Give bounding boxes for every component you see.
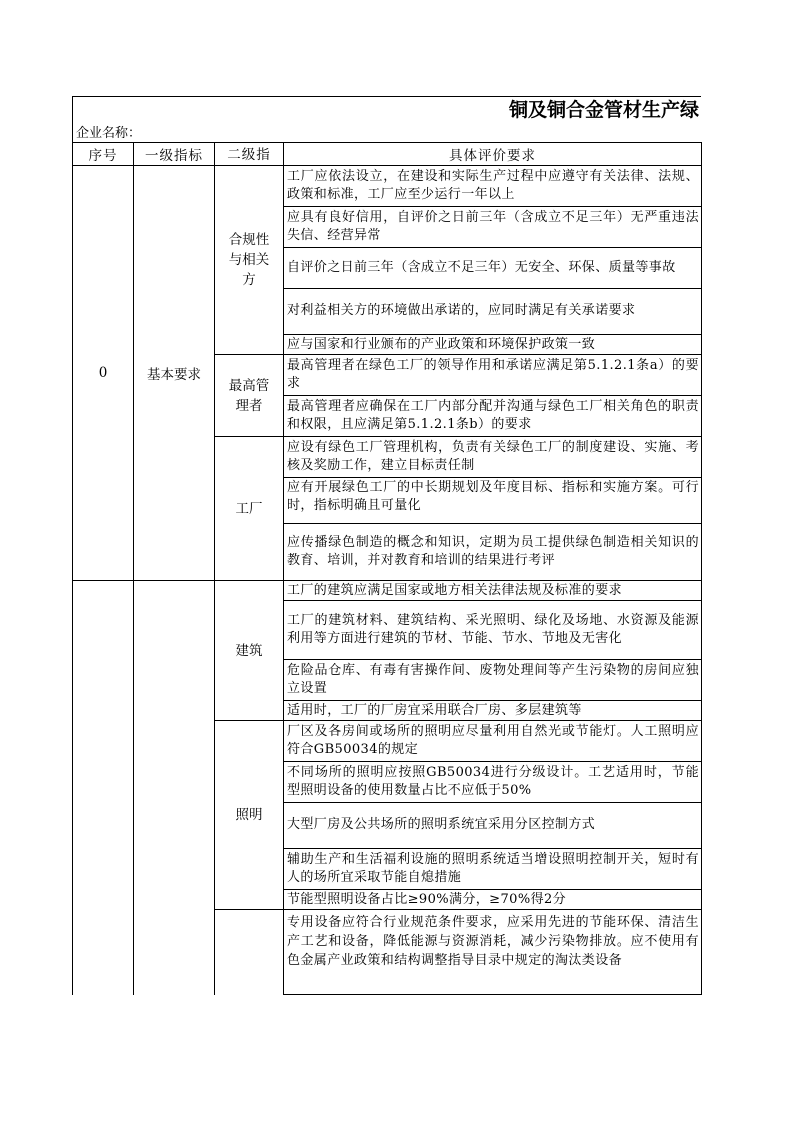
requirement-cell: 对利益相关方的环境做出承诺的，应同时满足有关承诺要求 — [284, 289, 702, 335]
company-name-label: 企业名称： — [72, 124, 701, 142]
level2-management: 最高管理者 — [215, 355, 284, 437]
header-level2: 二级指 — [215, 143, 284, 166]
header-seq: 序号 — [73, 143, 134, 166]
requirement-cell: 节能型照明设备占比≥90%满分，≥70%得2分 — [284, 890, 702, 910]
requirement-cell: 应具有良好信用，自评价之日前三年（含成立不足三年）无严重违法失信、经营异常 — [284, 207, 702, 248]
requirement-cell: 不同场所的照明应按照GB50034进行分级设计。工艺适用时，节能型照明设备的使用数量占比不应低于50% — [284, 762, 702, 803]
level1-cell: 基本要求 — [134, 166, 215, 581]
level2-factory: 工厂 — [215, 437, 284, 581]
requirement-cell: 最高管理者在绿色工厂的领导作用和承诺应满足第5.1.2.1条a）的要求 — [284, 355, 702, 396]
requirement-cell: 应设有绿色工厂管理机构，负责有关绿色工厂的制度建设、实施、考核及奖励工作，建立目标责任制 — [284, 437, 702, 478]
seq-cell — [73, 581, 134, 995]
header-row — [73, 143, 702, 166]
table-row — [73, 166, 702, 207]
requirement-cell: 大型厂房及公共场所的照明系统宜采用分区控制方式 — [284, 803, 702, 849]
requirement-cell: 应有开展绿色工厂的中长期规划及年度目标、指标和实施方案。可行时，指标明确且可量化 — [284, 478, 702, 524]
level1-cell — [134, 581, 215, 995]
level2-equipment — [215, 910, 284, 995]
requirement-cell: 最高管理者应确保在工厂内部分配并沟通与绿色工厂相关角色的职责和权限，且应满足第5.1.2.1条b）的要求 — [284, 396, 702, 437]
requirement-cell: 危险品仓库、有毒有害操作间、废物处理间等产生污染物的房间应独立设置 — [284, 660, 702, 701]
level2-compliance: 合规性与相关方 — [215, 166, 284, 355]
level2-building: 建筑 — [215, 581, 284, 721]
requirement-cell: 自评价之日前三年（含成立不足三年）无安全、环保、质量等事故 — [284, 248, 702, 289]
evaluation-sheet — [72, 96, 701, 995]
requirement-cell: 工厂的建筑应满足国家或地方相关法律法规及标准的要求 — [284, 581, 702, 601]
requirement-cell: 适用时，工厂的厂房宜采用联合厂房、多层建筑等 — [284, 701, 702, 721]
requirement-cell: 工厂应依法设立，在建设和实际生产过程中应遵守有关法律、法规、政策和标准，工厂应至少运行一年以上 — [284, 166, 702, 207]
requirement-cell: 应与国家和行业颁布的产业政策和环境保护政策一致 — [284, 335, 702, 355]
level2-lighting: 照明 — [215, 721, 284, 910]
table-row — [73, 581, 702, 601]
requirement-cell: 厂区及各房间或场所的照明应尽量利用自然光或节能灯。人工照明应符合GB50034的规定 — [284, 721, 702, 762]
requirement-cell: 专用设备应符合行业规范条件要求，应采用先进的节能环保、清洁生产工艺和设备，降低能源与资源消耗，减少污染物排放。应不使用有色金属产业政策和结构调整指导目录中规定的淘汰类设备 — [284, 910, 702, 995]
requirement-cell: 应传播绿色制造的概念和知识，定期为员工提供绿色制造相关知识的教育、培训，并对教育和培训的结果进行考评 — [284, 524, 702, 581]
evaluation-table — [72, 142, 702, 995]
header-requirement: 具体评价要求 — [284, 143, 702, 166]
requirement-cell: 工厂的建筑材料、建筑结构、采光照明、绿化及场地、水资源及能源利用等方面进行建筑的节材、节能、节水、节地及无害化 — [284, 601, 702, 660]
requirement-cell: 辅助生产和生活福利设施的照明系统适当增设照明控制开关，短时有人的场所宜采取节能自熄措施 — [284, 849, 702, 890]
header-level1: 一级指标 — [134, 143, 215, 166]
sheet-title: 铜及铜合金管材生产绿 — [72, 96, 701, 124]
seq-cell: 0 — [73, 166, 134, 581]
